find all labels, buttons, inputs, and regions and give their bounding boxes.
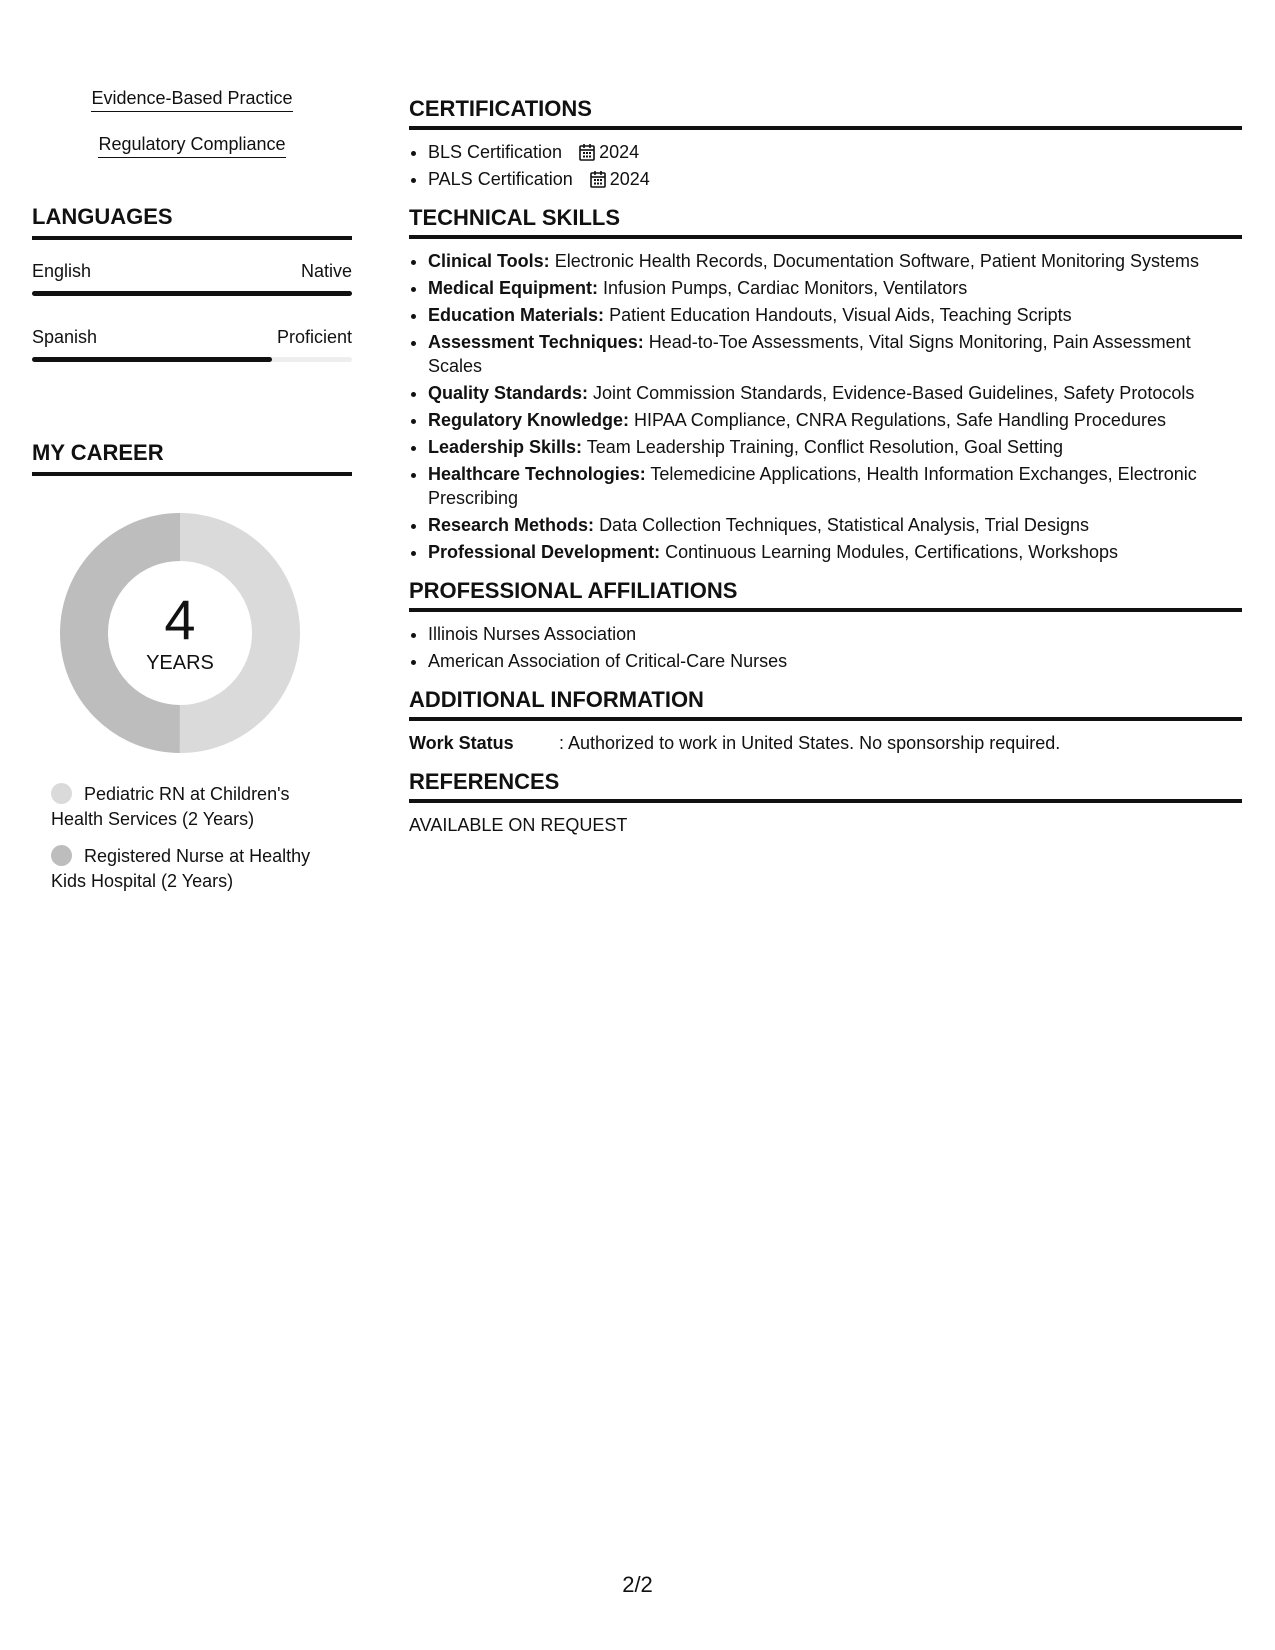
skill-label: Research Methods: (428, 515, 595, 535)
certification-item (428, 140, 1242, 164)
references-heading: REFERENCES (409, 769, 1242, 803)
skill-text: Continuous Learning Modules, Certifications, Workshops (665, 542, 1118, 562)
calendar-icon (590, 170, 606, 188)
skill-item (428, 330, 1242, 378)
skill-item (428, 540, 1242, 564)
work-status-label: Work Status (409, 733, 514, 753)
skill-label: Medical Equipment: (428, 278, 599, 298)
additional-info-heading: ADDITIONAL INFORMATION (409, 687, 1242, 721)
career-role-label: Pediatric RN at Children's Health Services (2 Years) (51, 784, 290, 829)
language-proficiency-bar (32, 291, 352, 296)
skill-label: Quality Standards: (428, 383, 589, 403)
page-number: 2/2 (622, 1572, 653, 1597)
certifications-section (409, 96, 1242, 191)
skill-item (428, 435, 1242, 459)
skill-label: Leadership Skills: (428, 437, 583, 457)
donut-center (57, 510, 303, 756)
career-donut-chart (57, 510, 303, 756)
skill-item (428, 303, 1242, 327)
references-text: AVAILABLE ON REQUEST (409, 815, 628, 835)
legend-dot (51, 845, 72, 866)
career-total-unit: YEARS (146, 652, 214, 674)
language-name: English (32, 261, 92, 281)
skill-item (428, 381, 1242, 405)
calendar-icon (579, 143, 595, 161)
career-legend-item (51, 782, 322, 832)
right-column (409, 96, 1242, 851)
languages-section (32, 204, 352, 362)
skill-text: HIPAA Compliance, CNRA Regulations, Safe Handling Procedures (634, 410, 1166, 430)
skill-tag: Regulatory Compliance (98, 134, 285, 158)
technical-skills-section (409, 205, 1242, 564)
skill-text: Infusion Pumps, Cardiac Monitors, Ventilators (603, 278, 968, 298)
skill-text: Patient Education Handouts, Visual Aids, Teaching Scripts (609, 305, 1072, 325)
skill-text: Head-to-Toe Assessments, Vital Signs Monitoring, Pain Assessment Scales (428, 332, 1191, 376)
certification-year: 2024 (599, 142, 640, 162)
skill-item (428, 249, 1242, 273)
skill-label: Healthcare Technologies: (428, 464, 646, 484)
skill-text: Data Collection Techniques, Statistical Analysis, Trial Designs (599, 515, 1089, 535)
skill-tags (32, 88, 352, 180)
language-proficiency-fill (32, 357, 272, 362)
skill-item (428, 513, 1242, 537)
references-section (409, 769, 1242, 837)
certification-year: 2024 (609, 169, 650, 189)
language-level: Native (300, 261, 352, 281)
skill-item (428, 276, 1242, 300)
skill-label: Professional Development: (428, 542, 661, 562)
affiliations-heading: PROFESSIONAL AFFILIATIONS (409, 578, 1242, 612)
language-proficiency-fill (32, 291, 352, 296)
skill-text: Electronic Health Records, Documentation Software, Patient Monitoring Systems (554, 251, 1199, 271)
career-role-label: Registered Nurse at Healthy Kids Hospital (2 Years) (51, 846, 311, 891)
language-proficiency-bar (32, 357, 352, 362)
certifications-heading: CERTIFICATIONS (409, 96, 1242, 130)
skill-label: Clinical Tools: (428, 251, 550, 271)
career-heading: MY CAREER (32, 440, 352, 476)
affiliations-section (409, 578, 1242, 673)
skill-text: Team Leadership Training, Conflict Resolution, Goal Setting (586, 437, 1064, 457)
certification-name: BLS Certification (428, 142, 563, 162)
language-row (32, 326, 352, 362)
skill-label: Regulatory Knowledge: (428, 410, 630, 430)
left-column (32, 88, 352, 906)
certification-item (428, 167, 1242, 191)
skill-text: Telemedicine Applications, Health Information Exchanges, Electronic Prescribing (428, 464, 1197, 508)
technical-skills-heading: TECHNICAL SKILLS (409, 205, 1242, 239)
work-status-row (409, 731, 1242, 755)
language-name: Spanish (32, 327, 98, 347)
career-legend (32, 782, 322, 894)
career-section (32, 440, 352, 894)
additional-info-section (409, 687, 1242, 755)
career-legend-item (51, 844, 322, 894)
language-level: Proficient (276, 327, 352, 347)
certification-name: PALS Certification (428, 169, 573, 189)
legend-dot (51, 783, 72, 804)
skill-item (428, 462, 1242, 510)
languages-heading: LANGUAGES (32, 204, 352, 240)
language-row (32, 260, 352, 296)
work-status-value: : Authorized to work in United States. No sponsorship required. (559, 733, 1061, 753)
skill-label: Assessment Techniques: (428, 332, 644, 352)
affiliation-item: • Illinois Nurses Association (428, 622, 1242, 646)
skill-label: Education Materials: (428, 305, 605, 325)
career-total-years: 4 (164, 588, 196, 651)
skill-tag: Evidence-Based Practice (91, 88, 292, 112)
affiliation-item: • American Association of Critical-Care Nurses (428, 649, 1242, 673)
skill-item (428, 408, 1242, 432)
skill-text: Joint Commission Standards, Evidence-Based Guidelines, Safety Protocols (593, 383, 1195, 403)
